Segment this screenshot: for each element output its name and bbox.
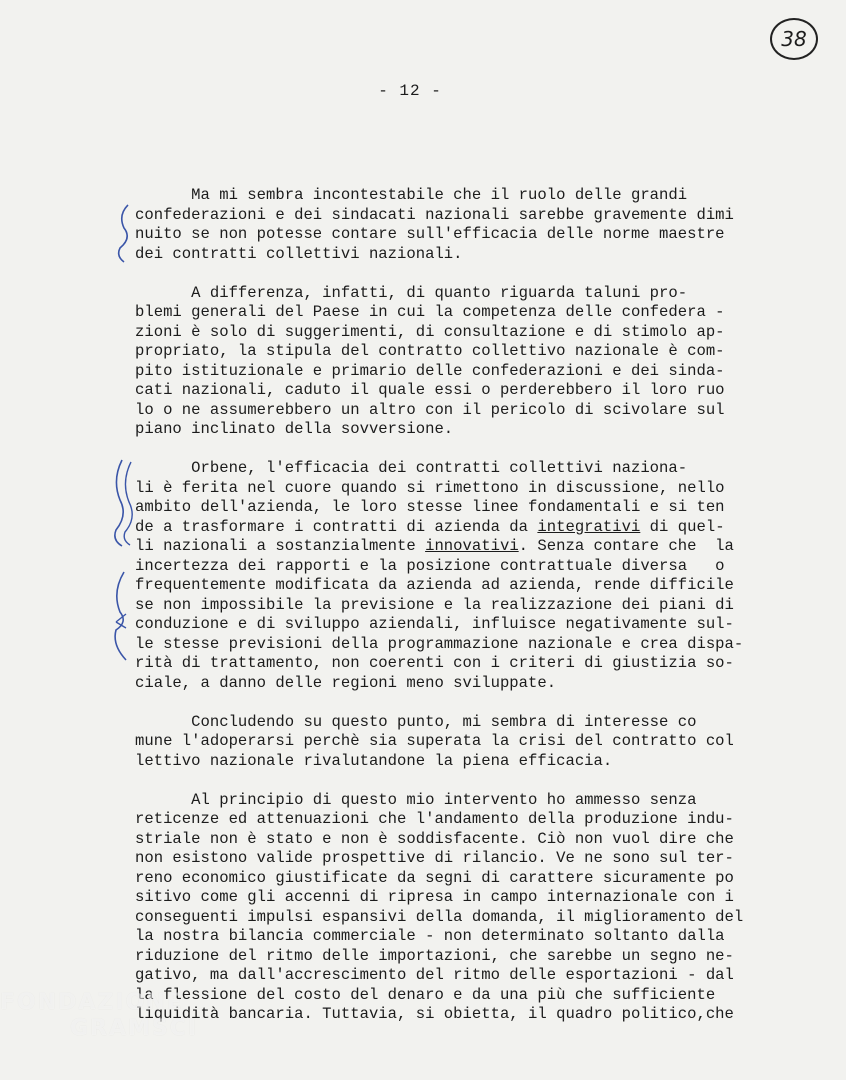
text-line: striale non è stato e non è soddisfacente. Ciò non vuol dire che <box>135 829 734 848</box>
archive-watermark <box>0 990 198 1042</box>
paragraph <box>135 791 775 1025</box>
text-line: reno economico giustificate da segni di carattere sicuramente po <box>135 868 734 887</box>
paragraph <box>135 459 775 693</box>
text-line: riduzione del ritmo delle importazioni, che sarebbe un segno ne- <box>135 946 734 965</box>
text-line: piano inclinato della sovversione. <box>135 420 454 438</box>
text-line: li nazionali a sostanzialmente innovativi. Senza contare che la <box>135 537 734 555</box>
text-line: dei contratti collettivi nazionali. <box>135 244 463 263</box>
text-line: lo o ne assumerebbero un altro con il pericolo di scivolare sul <box>135 400 725 419</box>
document-body <box>135 186 775 1044</box>
text-line: reticenze ed attenuazioni che l'andamento della produzione indu- <box>135 810 734 828</box>
text-line: rità di trattamento, non coerenti con i criteri di giustizia so- <box>135 654 734 672</box>
watermark-line-2: GRAMSCI <box>70 1016 199 1041</box>
text-line: sitivo come gli accenni di ripresa in campo internazionale con i <box>135 888 734 906</box>
paragraph <box>135 713 775 772</box>
margin-tick-4 <box>116 614 126 628</box>
page-number: - 12 - <box>378 82 442 100</box>
watermark-line-1: FONDAZIONE <box>0 990 184 1015</box>
text-line: le stesse previsioni della programmazione nazionale e crea dispa- <box>135 634 744 653</box>
text-line: lettivo nazionale rivalutandone la piena efficacia. <box>135 751 613 770</box>
text-line: conseguenti impulsi espansivi della domanda, il miglioramento del <box>135 907 744 926</box>
text-line: confederazioni e dei sindacati nazionali sarebbe gravemente dimi <box>135 205 734 224</box>
text-line: se non impossibile la previsione e la realizzazione dei piani di <box>135 595 734 614</box>
text-line: ambito dell'azienda, le loro stesse linee fondamentali e si ten <box>135 498 725 516</box>
text-line: la nostra bilancia commerciale - non determinato soltanto dalla <box>135 927 725 945</box>
text-line: li è ferita nel cuore quando si rimettono in discussione, nello <box>135 478 725 497</box>
archive-number-stamp <box>770 18 818 60</box>
text-line: frequentemente modificata da azienda ad azienda, rende difficile <box>135 576 734 594</box>
text-line: non esistono valide prospettive di rilancio. Ve ne sono sul ter- <box>135 849 734 867</box>
text-line: blemi generali del Paese in cui la competenza delle confedera - <box>135 303 725 321</box>
margin-bracket-1 <box>119 205 128 262</box>
text-line: A differenza, infatti, di quanto riguarda taluni pro- <box>135 283 688 302</box>
margin-bracket-4 <box>115 572 126 660</box>
text-line: mune l'adoperarsi perchè sia superata la crisi del contratto col <box>135 732 734 750</box>
text-line: incertezza dei rapporti e la posizione contrattuale diversa o <box>135 556 725 575</box>
text-line: gativo, ma dall'accrescimento del ritmo delle esportazioni - dal <box>135 966 734 984</box>
text-line: Al principio di questo mio intervento ho ammesso senza <box>135 790 697 809</box>
text-line: Ma mi sembra incontestabile che il ruolo delle grandi <box>135 186 688 204</box>
text-line: Orbene, l'efficacia dei contratti collettivi naziona- <box>135 459 688 477</box>
text-line: la flessione del costo del denaro e da una più che sufficiente <box>135 985 716 1004</box>
paragraph <box>135 284 775 440</box>
text-line: liquidità bancaria. Tuttavia, si obietta, il quadro politico,che <box>135 1005 734 1023</box>
text-line: pito istituzionale e primario delle confederazioni e dei sinda- <box>135 361 725 380</box>
text-line: de a trasformare i contratti di azienda da integrativi di quel- <box>135 517 725 536</box>
text-line: propriato, la stipula del contratto collettivo nazionale è com- <box>135 342 725 360</box>
text-line: ciale, a danno delle regioni meno sviluppate. <box>135 673 557 692</box>
text-line: conduzione e di sviluppo aziendali, influisce negativamente sul- <box>135 615 734 633</box>
text-line: zioni è solo di suggerimenti, di consultazione e di stimolo ap- <box>135 322 725 341</box>
margin-bracket-2 <box>115 460 123 546</box>
text-line: Concludendo su questo punto, mi sembra di interesse co <box>135 712 697 731</box>
margin-bracket-3 <box>124 462 132 545</box>
text-line: cati nazionali, caduto il quale essi o perderebbero il loro ruo <box>135 381 725 399</box>
text-line: nuito se non potesse contare sull'efficacia delle norme maestre <box>135 225 725 243</box>
paragraph <box>135 186 775 264</box>
archive-number: 38 <box>781 27 807 51</box>
